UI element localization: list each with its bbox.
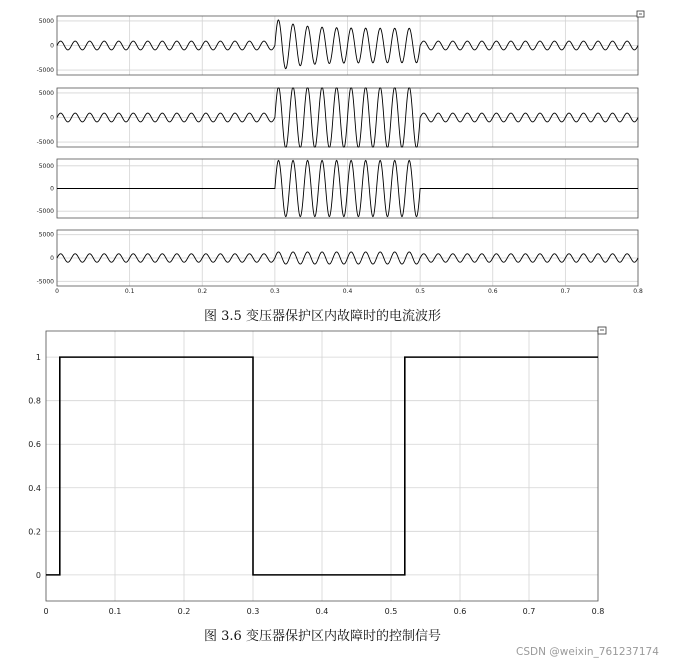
- x-tick-label: 0: [55, 288, 59, 295]
- y-tick-label: 0.8: [28, 396, 41, 406]
- x-tick-label: 0.8: [591, 607, 605, 616]
- scope-toolbar-icon: [598, 327, 606, 334]
- y-tick-label: -5000: [36, 278, 54, 286]
- x-tick-label: 0.6: [487, 288, 498, 295]
- y-tick-label: 5000: [38, 17, 54, 25]
- x-tick-label: 0.5: [384, 607, 398, 616]
- y-tick-label: 0.2: [28, 527, 41, 537]
- y-tick-label: 5000: [38, 89, 54, 97]
- y-tick-label: 5000: [38, 162, 54, 170]
- y-tick-label: 0: [50, 255, 54, 262]
- current-subplot-4: [37, 230, 638, 286]
- y-tick-label: -5000: [36, 67, 54, 75]
- x-tick-label: 0.1: [108, 607, 122, 616]
- x-tick-label: 0.4: [342, 288, 353, 295]
- x-tick-label: 0.1: [124, 288, 135, 295]
- x-tick-label: 0.7: [560, 288, 571, 295]
- x-tick-label: 0.8: [633, 288, 643, 295]
- figure-3-6-caption: 图 3.6 变压器保护区内故障时的控制信号: [204, 629, 441, 644]
- x-tick-label: 0: [43, 607, 49, 616]
- y-tick-label: 0: [50, 185, 54, 193]
- x-tick-label: 0.2: [177, 607, 191, 616]
- y-tick-label: 5000: [38, 231, 54, 239]
- x-tick-label: 0.7: [522, 607, 536, 616]
- x-tick-label: 0.5: [415, 288, 425, 295]
- y-tick-label: -5000: [36, 139, 54, 147]
- current-subplot-1: [37, 16, 638, 75]
- x-tick-label: 0.3: [270, 288, 280, 295]
- x-tick-label: 0.3: [246, 607, 260, 616]
- y-tick-label: 1: [35, 353, 41, 363]
- x-tick-label: 0.2: [197, 288, 208, 295]
- figure-3-5-caption: 图 3.5 变压器保护区内故障时的电流波形: [204, 309, 441, 324]
- y-tick-label: 0.4: [28, 483, 41, 493]
- control-signal-chart: [28, 331, 604, 616]
- x-tick-label: 0.4: [315, 607, 329, 616]
- y-tick-label: 0: [50, 42, 54, 50]
- current-subplot-2: [37, 88, 638, 147]
- y-tick-label: 0: [35, 570, 41, 580]
- current-subplot-3: [37, 159, 638, 218]
- y-tick-label: -5000: [36, 208, 54, 216]
- watermark: CSDN @weixin_761237174: [516, 646, 659, 658]
- x-tick-label: 0.6: [453, 607, 467, 616]
- y-tick-label: 0.6: [28, 440, 41, 450]
- y-tick-label: 0: [50, 114, 54, 122]
